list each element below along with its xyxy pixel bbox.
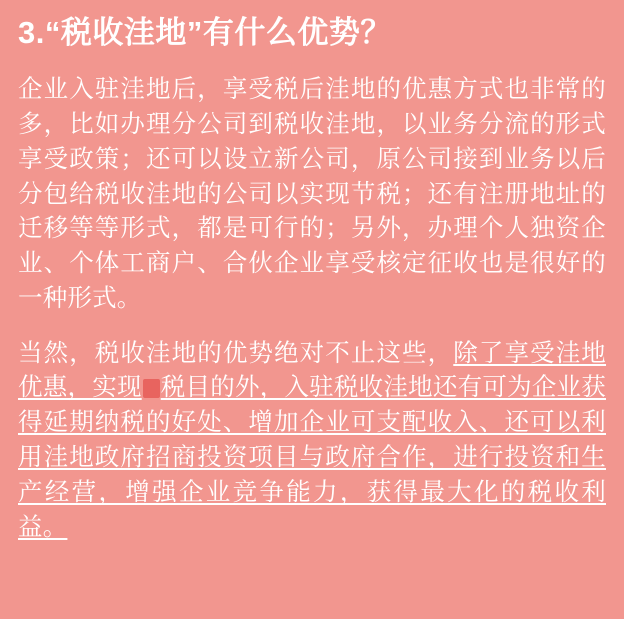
paragraph-2-underlined-part-b: 税目的外，入驻税收洼地还有可为企业获得延期纳税的好处、增加企业可支配收入、还可以利用洼地政府招商投资项目与政府合作，进行投资和生产经营，增强企业竞争能力，获得最大化的税收利益。 xyxy=(18,374,606,541)
paragraph-2-underlined-part-a: 除了享受洼地优惠，实现 xyxy=(18,339,607,402)
redaction-mark xyxy=(143,379,160,398)
body-paragraph-2 xyxy=(18,337,606,546)
body-paragraph-1: 企业入驻洼地后，享受税后洼地的优惠方式也非常的多，比如办理分公司到税收洼地，以业务分流的形式享受政策；还可以设立新公司，原公司接到业务以后分包给税收洼地的公司以实现节税；还有注册地址的迁移等等形式，都是可行的；另外，办理个人独资企业、个体工商户、合伙企业享受核定征收也是很好的一种形式。 xyxy=(18,76,606,312)
bottom-margin-strip xyxy=(0,605,624,619)
section-heading: 3.“税收洼地”有什么优势？ xyxy=(18,15,392,50)
paragraph-2-lead-text: 当然，税收洼地的优势绝对不止这些， xyxy=(18,339,454,367)
